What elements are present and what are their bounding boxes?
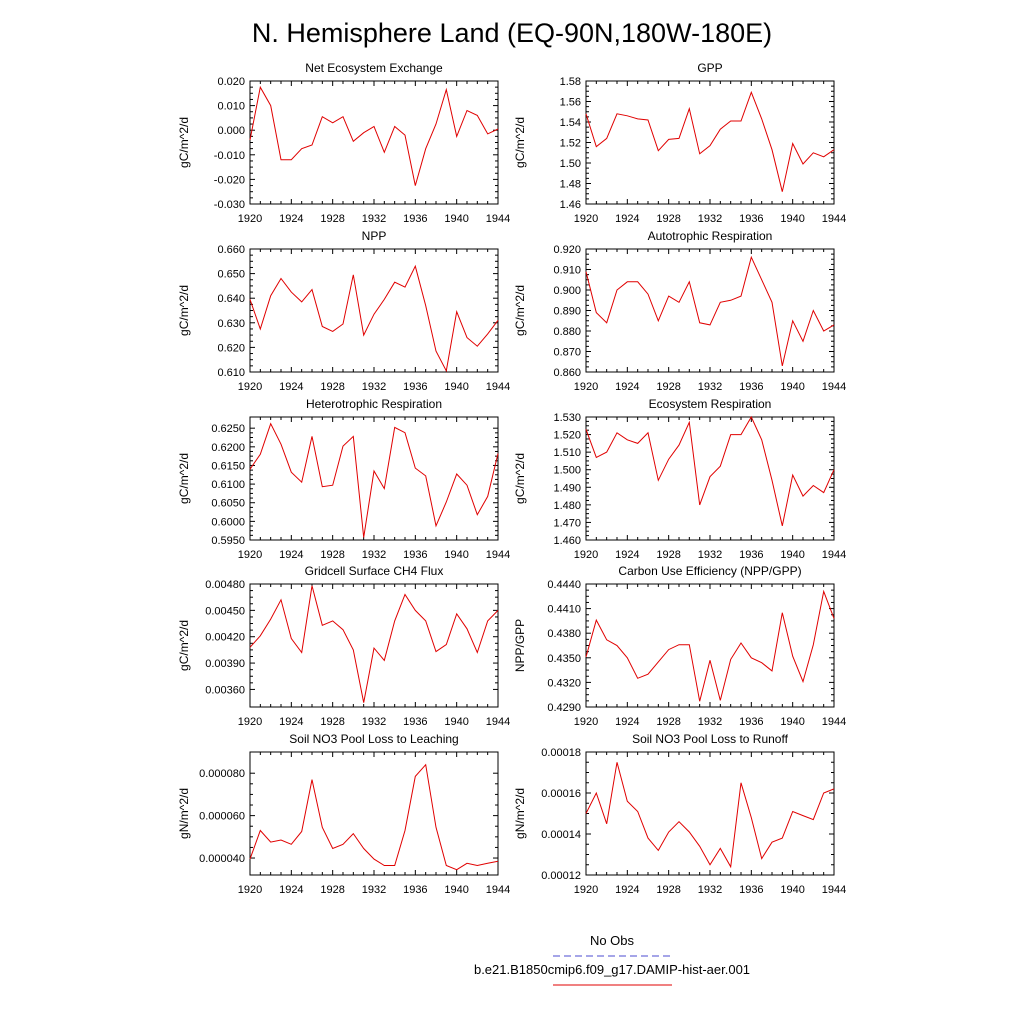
series-line [586,92,834,191]
x-tick-label: 1936 [403,549,428,561]
chart-title: Gridcell Surface CH4 Flux [304,564,444,578]
x-tick-label: 1920 [237,381,263,393]
series-line [250,765,498,870]
y-tick-label: 0.890 [553,305,581,318]
x-tick-label: 1928 [320,381,345,393]
y-tick-label: 0.6100 [211,479,245,492]
y-tick-label: 0.6050 [211,497,245,510]
y-tick-label: 1.520 [553,429,581,442]
series-line [586,591,834,701]
y-tick-label: 1.56 [559,96,581,109]
x-tick-label: 1920 [573,381,599,393]
chart-title: NPP [361,229,387,243]
x-axis [238,752,510,896]
y-tick-label: 1.48 [559,178,581,191]
y-tick-label: 1.58 [559,76,581,88]
x-tick-label: 1932 [361,549,387,561]
y-axis-label: gC/m^2/d [177,620,191,671]
y-tick-label: -0.010 [213,149,245,162]
x-tick-label: 1924 [615,884,640,896]
x-tick-label: 1936 [739,213,764,225]
y-axis-label: gN/m^2/d [177,788,191,839]
y-tick-label: 0.860 [553,367,581,379]
x-tick-label: 1944 [821,213,847,225]
x-tick-label: 1928 [320,213,345,225]
series-line [586,762,834,867]
x-tick-label: 1940 [444,213,469,225]
y-tick-label: 0.000060 [199,810,245,823]
x-tick-label: 1940 [780,549,805,561]
x-tick-label: 1932 [697,549,723,561]
chart-panel-soil-no3-pool-loss-to-runoff [513,732,846,896]
y-axis [547,579,834,714]
chart-title: Autotrophic Respiration [647,229,773,243]
chart-panel-ecosystem-respiration [513,397,846,561]
x-axis [238,81,510,225]
legend [474,933,750,985]
x-tick-label: 1932 [361,213,387,225]
y-tick-label: 0.6000 [211,516,245,529]
y-tick-label: 1.530 [553,412,581,424]
y-tick-label: 0.620 [217,342,245,355]
x-tick-label: 1936 [739,549,764,561]
y-tick-label: 0.00016 [541,788,581,800]
series-line [586,417,834,526]
y-tick-label: 0.00012 [541,870,581,882]
x-tick-label: 1932 [697,381,723,393]
y-tick-label: 0.650 [217,268,245,281]
x-axis [574,81,846,225]
x-axis [238,584,510,728]
chart-title: Soil NO3 Pool Loss to Leaching [289,732,459,746]
y-tick-label: 0.000040 [199,853,245,866]
y-tick-label: 1.500 [553,464,581,477]
series-line [250,87,498,185]
x-tick-label: 1932 [361,884,387,896]
y-tick-label: 0.910 [553,264,581,277]
page-title: N. Hemisphere Land (EQ-90N,180W-180E) [251,18,773,48]
plot-frame [586,249,834,372]
y-tick-label: 1.460 [553,535,581,547]
chart-panel-carbon-use-efficiency-npp-gpp [513,564,846,728]
plot-frame [250,249,498,372]
chart-title: Ecosystem Respiration [648,397,772,411]
y-axis-label: gC/m^2/d [177,117,191,168]
x-tick-label: 1932 [361,716,387,728]
y-axis-label: gC/m^2/d [177,285,191,336]
y-axis [211,423,498,547]
x-tick-label: 1936 [403,213,428,225]
chart-title: Carbon Use Efficiency (NPP/GPP) [618,564,802,578]
x-tick-label: 1940 [444,884,469,896]
x-tick-label: 1944 [485,381,511,393]
x-tick-label: 1940 [444,381,469,393]
plot-frame [586,584,834,707]
x-tick-label: 1936 [739,716,764,728]
x-tick-label: 1924 [279,884,304,896]
x-axis [574,417,846,561]
y-tick-label: 0.880 [553,326,581,338]
y-tick-label: 0.00450 [205,605,245,618]
series-line [586,257,834,366]
x-tick-label: 1928 [320,716,345,728]
y-tick-label: 0.870 [553,346,581,359]
x-tick-label: 1940 [780,381,805,393]
y-tick-label: 0.4290 [547,702,581,714]
chart-panel-heterotrophic-respiration [177,397,510,561]
y-tick-label: -0.020 [213,174,245,187]
x-tick-label: 1920 [573,716,599,728]
x-tick-label: 1944 [821,716,847,728]
x-tick-label: 1936 [403,716,428,728]
x-tick-label: 1920 [573,213,599,225]
y-tick-label: 1.46 [559,199,581,211]
y-axis [217,244,498,379]
plot-frame [586,81,834,204]
y-axis-label: gC/m^2/d [513,117,527,168]
y-tick-label: 1.54 [559,117,581,129]
x-tick-label: 1940 [780,884,805,896]
x-tick-label: 1944 [485,716,511,728]
y-tick-label: 0.4380 [547,628,581,641]
y-tick-label: 0.00420 [205,631,245,644]
x-tick-label: 1932 [361,381,387,393]
legend-label-model-run: b.e21.B1850cmip6.f09_g17.DAMIP-hist-aer.001 [473,962,751,977]
y-tick-label: 0.660 [217,244,245,256]
x-tick-label: 1924 [279,716,304,728]
y-tick-label: 0.00360 [205,684,245,697]
chart-title: Net Ecosystem Exchange [305,61,443,75]
x-tick-label: 1940 [780,716,805,728]
y-axis [199,768,498,865]
y-tick-label: 0.610 [217,367,245,379]
chart-panel-soil-no3-pool-loss-to-leaching [177,732,510,896]
x-tick-label: 1920 [237,213,263,225]
y-tick-label: -0.030 [213,199,245,211]
x-tick-label: 1932 [697,213,723,225]
x-tick-label: 1920 [573,884,599,896]
chart-panels [177,61,846,896]
x-tick-label: 1920 [237,884,263,896]
legend-label-no-obs: No Obs [589,933,635,948]
series-line [250,586,498,703]
plot-frame [250,81,498,204]
x-tick-label: 1936 [739,884,764,896]
x-tick-label: 1940 [780,213,805,225]
y-tick-label: 0.6150 [211,460,245,473]
x-tick-label: 1936 [739,381,764,393]
y-axis [214,76,498,211]
x-axis [574,249,846,393]
y-tick-label: 0.00018 [541,747,581,759]
x-tick-label: 1928 [320,884,345,896]
x-tick-label: 1928 [320,549,345,561]
y-tick-label: 0.4440 [547,579,581,591]
x-tick-label: 1920 [237,549,263,561]
y-axis [205,579,498,696]
series-line [250,424,498,538]
y-axis [541,747,834,882]
y-tick-label: 0.000 [217,125,245,138]
x-tick-label: 1924 [279,381,304,393]
y-tick-label: 0.4350 [547,652,581,665]
chart-title: GPP [697,61,723,75]
y-tick-label: 1.50 [559,158,581,170]
x-tick-label: 1928 [656,381,681,393]
x-tick-label: 1944 [485,549,511,561]
y-tick-label: 0.900 [553,285,581,297]
y-tick-label: 0.00390 [205,658,245,671]
y-tick-label: 0.010 [217,100,245,113]
y-tick-label: 0.6250 [211,423,245,436]
x-tick-label: 1944 [821,381,847,393]
x-tick-label: 1944 [821,549,847,561]
x-tick-label: 1920 [237,716,263,728]
x-tick-label: 1924 [279,549,304,561]
chart-title: Soil NO3 Pool Loss to Runoff [632,732,788,746]
series-line [250,266,498,371]
chart-panel-autotrophic-respiration [513,229,846,393]
y-tick-label: 1.490 [553,482,581,495]
x-axis [574,584,846,728]
x-tick-label: 1936 [403,884,428,896]
chart-panel-gpp [513,61,846,225]
x-tick-label: 1928 [656,549,681,561]
x-tick-label: 1944 [485,884,511,896]
y-axis-label: NPP/GPP [513,618,527,673]
y-axis-label: gC/m^2/d [177,453,191,504]
x-tick-label: 1924 [615,213,640,225]
chart-panel-net-ecosystem-exchange [177,61,510,225]
y-tick-label: 0.00480 [205,579,245,591]
y-tick-label: 0.00014 [541,829,581,841]
plot-frame [250,584,498,707]
y-tick-label: 0.6200 [211,441,245,454]
x-tick-label: 1920 [573,549,599,561]
x-tick-label: 1924 [615,549,640,561]
y-tick-label: 1.480 [553,499,581,512]
chart-panel-npp [177,229,510,393]
x-tick-label: 1944 [821,884,847,896]
y-tick-label: 0.630 [217,317,245,330]
y-tick-label: 1.52 [559,137,581,150]
y-tick-label: 0.020 [217,76,245,88]
x-tick-label: 1928 [656,213,681,225]
chart-panel-gridcell-surface-ch4-flux [177,564,510,728]
x-tick-label: 1924 [279,213,304,225]
y-tick-label: 1.510 [553,447,581,460]
x-tick-label: 1924 [615,716,640,728]
y-tick-label: 0.920 [553,244,581,256]
x-tick-label: 1928 [656,884,681,896]
x-tick-label: 1940 [444,549,469,561]
y-tick-label: 0.640 [217,293,245,306]
y-tick-label: 0.5950 [211,535,245,547]
x-tick-label: 1932 [697,716,723,728]
y-tick-label: 0.4320 [547,677,581,690]
x-tick-label: 1924 [615,381,640,393]
y-tick-label: 1.470 [553,517,581,530]
x-tick-label: 1940 [444,716,469,728]
x-tick-label: 1936 [403,381,428,393]
y-tick-label: 0.000080 [199,768,245,781]
y-tick-label: 0.4410 [547,603,581,616]
plot-frame [250,752,498,875]
y-axis-label: gC/m^2/d [513,453,527,504]
y-axis-label: gC/m^2/d [513,285,527,336]
x-axis [238,249,510,393]
x-tick-label: 1932 [697,884,723,896]
x-tick-label: 1928 [656,716,681,728]
y-axis-label: gN/m^2/d [513,788,527,839]
chart-title: Heterotrophic Respiration [305,397,443,411]
plot-frame [586,417,834,540]
x-tick-label: 1944 [485,213,511,225]
